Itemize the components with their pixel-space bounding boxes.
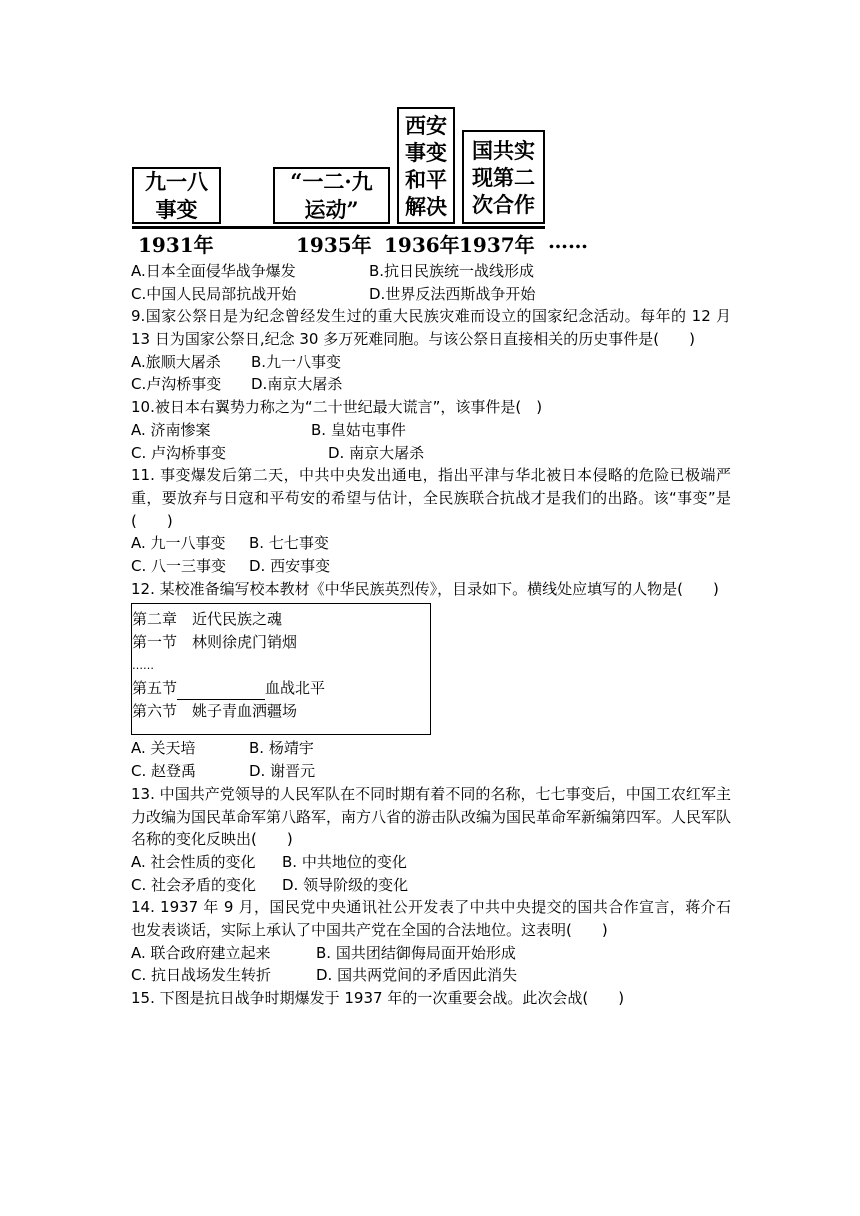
year-label-1931: 1931年 <box>138 233 214 257</box>
q12-option-b[interactable]: B. 杨靖宇 <box>249 739 314 758</box>
q13-option-a[interactable]: A. 社会性质的变化 <box>131 852 256 871</box>
q10-option-a[interactable]: A. 济南惨案 <box>131 420 211 439</box>
q10-options-row1 <box>131 419 731 442</box>
q10-option-d[interactable]: D. 南京大屠杀 <box>328 443 425 462</box>
year-label-1936: 1936年 <box>384 233 460 257</box>
q8-option-a[interactable]: A.日本全面侵华战争爆发 <box>131 262 296 280</box>
event-label: 事变 <box>405 139 447 165</box>
toc-section-5-suffix: 血战北平 <box>265 679 326 698</box>
q11-option-c[interactable]: C. 八一三事变 <box>131 557 227 576</box>
q11-options-row1 <box>131 532 731 555</box>
q11-option-b[interactable]: B. 七七事变 <box>249 534 329 553</box>
q10-option-c[interactable]: C. 卢沟桥事变 <box>131 443 227 462</box>
q8-option-c[interactable]: C.中国人民局部抗战开始 <box>131 284 297 303</box>
timeline-figure <box>0 0 860 262</box>
q14-option-d[interactable]: D. 国共两党间的矛盾因此消失 <box>316 966 518 985</box>
event-label: 现第二 <box>472 164 535 190</box>
event-label: 事变 <box>155 196 198 222</box>
q14-option-a[interactable]: A. 联合政府建立起来 <box>131 943 271 962</box>
timeline-axis <box>132 226 545 229</box>
q10-options-row2 <box>131 442 731 465</box>
event-label: 国共实 <box>472 137 535 163</box>
year-label-1937: 1937年 <box>459 233 535 257</box>
q12-option-a[interactable]: A. 关天培 <box>131 739 196 758</box>
toc-section-6: 第六节 姚子青血洒疆场 <box>132 702 298 721</box>
q11-option-a[interactable]: A. 九一八事变 <box>131 534 226 553</box>
fill-in-blank <box>177 683 265 700</box>
q13-stem: 13. 中国共产党领导的人民军队在不同时期有着不同的名称，七七事变后，中国工农红军主力改编为国民革命军第八路军，南方八省的游击队改编为国民革命军新编第四军。人民军队名称的变化反映出( ) <box>131 784 732 849</box>
q9-option-c[interactable]: C.卢沟桥事变 <box>131 375 222 394</box>
q13-option-c[interactable]: C. 社会矛盾的变化 <box>131 875 257 894</box>
toc-chapter: 第二章 近代民族之魂 <box>132 610 283 629</box>
q13-option-d[interactable]: D. 领导阶级的变化 <box>282 875 409 894</box>
q14-stem: 14. 1937 年 9 月，国民党中央通讯社公开发表了中共中央提交的国共合作宣言，蒋介石也发表谈话，实际上承认了中国共产党在全国的合法地位。这表明( ) <box>131 898 731 939</box>
q9-options-row2 <box>131 373 731 396</box>
toc-section-5-prefix: 第五节 <box>132 679 178 698</box>
q8-option-d[interactable]: D.世界反法西斯战争开始 <box>369 284 536 303</box>
q8-options-row2 <box>131 283 731 306</box>
q14-options-row2 <box>131 964 731 987</box>
toc-section-5 <box>132 677 430 700</box>
event-label: 解决 <box>405 193 447 219</box>
q12-option-c[interactable]: C. 赵登禹 <box>131 762 197 781</box>
q10-option-b[interactable]: B. 皇姑屯事件 <box>311 420 406 439</box>
event-box-xian <box>397 107 455 224</box>
q13-options-row2 <box>131 874 731 897</box>
event-label: 和平 <box>405 166 447 192</box>
event-label: 西安 <box>405 112 447 138</box>
event-box-cooperation <box>462 130 545 224</box>
question-content <box>131 260 731 1010</box>
toc-ellipsis: …… <box>132 659 154 673</box>
q11-option-d[interactable]: D. 西安事变 <box>249 557 331 576</box>
q8-options-row1 <box>131 260 731 283</box>
toc-section-1: 第一节 林则徐虎门销烟 <box>132 633 298 652</box>
event-label: “一二·九 <box>290 168 373 194</box>
q10-stem: 10.被日本右翼势力称之为“二十世纪最大谎言”，该事件是( ) <box>131 398 543 417</box>
event-label: 运动” <box>304 196 359 222</box>
q14-option-c[interactable]: C. 抗日战场发生转折 <box>131 966 272 985</box>
q9-option-a[interactable]: A.旅顺大屠杀 <box>131 352 221 371</box>
q9-option-b[interactable]: B.九一八事变 <box>251 352 342 371</box>
q13-option-b[interactable]: B. 中共地位的变化 <box>282 852 407 871</box>
q12-option-d[interactable]: D. 谢晋元 <box>249 762 316 781</box>
event-label: 九一八 <box>145 168 208 194</box>
q15-stem: 15. 下图是抗日战争时期爆发于 1937 年的一次重要会战。此次会战( ) <box>131 989 625 1008</box>
q11-stem: 11. 事变爆发后第二天，中共中央发出通电，指出平津与华北被日本侵略的危险已极端严重，要放弃与日寇和平苟安的希望与估计，全民族联合抗战才是我们的出路。该“事变”是( ) <box>131 466 731 530</box>
q9-option-d[interactable]: D.南京大屠杀 <box>251 375 343 394</box>
event-box-918 <box>132 167 221 224</box>
event-label: 次合作 <box>472 191 535 217</box>
q14-options-row1 <box>131 942 731 965</box>
q12-options-row2 <box>131 760 731 783</box>
q14-option-b[interactable]: B. 国共团结御侮局面开始形成 <box>316 943 516 962</box>
q12-table-of-contents <box>131 603 431 735</box>
q9-options-row1 <box>131 351 731 374</box>
q9-stem: 9.国家公祭日是为纪念曾经发生过的重大民族灾难而设立的国家纪念活动。每年的 12 月 13 日为国家公祭日,纪念 30 多万死难同胞。与该公祭日直接相关的历史事件是( ) <box>131 307 731 349</box>
q8-option-b[interactable]: B.抗日民族统一战线形成 <box>369 262 535 280</box>
q12-stem: 12. 某校准备编写校本教材《中华民族英烈传》，目录如下。横线处应填写的人物是( ) <box>131 579 719 598</box>
q11-options-row2 <box>131 555 731 578</box>
q13-options-row1 <box>131 851 731 874</box>
year-label-1935: 1935年 <box>296 233 372 257</box>
q12-options-row1 <box>131 737 731 760</box>
event-box-129 <box>273 167 390 224</box>
year-label-ellipsis: …… <box>548 229 588 253</box>
